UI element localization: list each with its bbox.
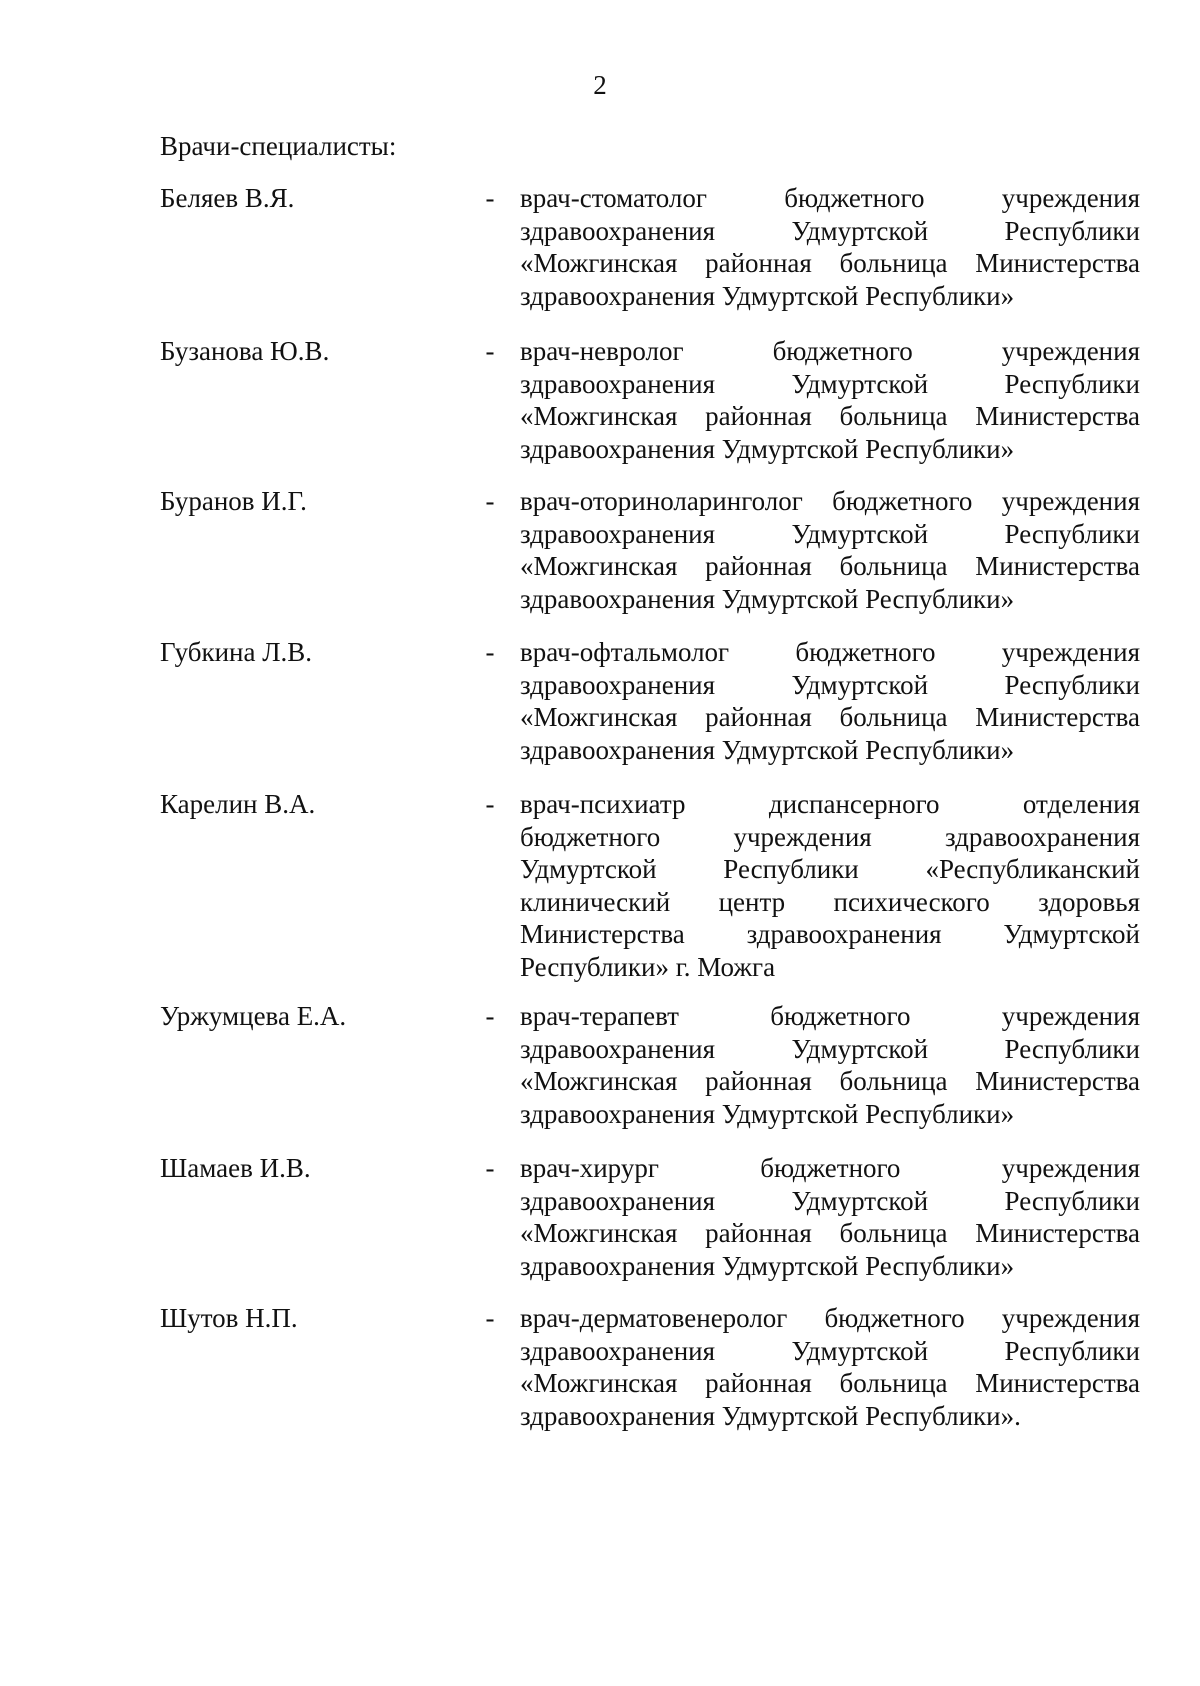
specialist-name: Бузанова Ю.В. [160,336,330,366]
entry-dash: - [485,637,495,667]
description-line: «Можгинская районная больница Министерства [520,702,1140,732]
specialist-entry [160,636,1140,776]
specialist-description [520,485,1140,615]
description-line: здравоохранения Удмуртской Республики [520,1033,1140,1064]
specialist-entry [160,335,1140,475]
entry-dash: - [485,1303,495,1333]
description-line: «Можгинская районная больница Министерства [520,1218,1140,1248]
specialist-entry [160,182,1140,322]
description-line: врач-невролог бюджетного учреждения [520,336,1140,366]
description-line: здравоохранения Удмуртской Республики [520,1185,1140,1216]
description-line: бюджетного учреждения здравоохранения [520,821,1140,852]
specialist-description [520,636,1140,766]
entry-dash: - [485,183,495,213]
description-line: Удмуртской Республики «Республиканский [520,854,1140,884]
description-line: здравоохранения Удмуртской Республики [520,1335,1140,1366]
specialist-description [520,1302,1140,1432]
description-line: здравоохранения Удмуртской Республики». [520,1400,1021,1431]
description-line: врач-стоматолог бюджетного учреждения [520,183,1140,213]
description-line: врач-терапевт бюджетного учреждения [520,1001,1140,1031]
specialist-name: Карелин В.А. [160,789,316,819]
specialist-description [520,1152,1140,1282]
description-line: здравоохранения Удмуртской Республики [520,215,1140,246]
description-line: здравоохранения Удмуртской Республики [520,518,1140,549]
description-line: клинический центр психического здоровья [520,886,1140,917]
specialist-name: Буранов И.Г. [160,486,307,516]
specialist-name: Уржумцева Е.А. [160,1001,347,1031]
description-line: Министерства здравоохранения Удмуртской [520,919,1140,949]
description-line: врач-хирург бюджетного учреждения [520,1153,1140,1183]
description-line: здравоохранения Удмуртской Республики» [520,1098,1015,1129]
description-line: здравоохранения Удмуртской Республики [520,368,1140,399]
specialist-description [520,1000,1140,1130]
description-line: здравоохранения Удмуртской Республики» [520,433,1015,464]
description-line: здравоохранения Удмуртской Республики [520,669,1140,700]
description-line: «Можгинская районная больница Министерства [520,401,1140,431]
description-line: «Можгинская районная больница Министерства [520,248,1140,278]
section-heading: Врачи-специалисты: [160,131,397,161]
description-line: здравоохранения Удмуртской Республики» [520,734,1015,765]
description-line: врач-психиатр диспансерного отделения [520,789,1140,819]
specialist-entry [160,1152,1140,1292]
description-line: «Можгинская районная больница Министерства [520,1066,1140,1096]
entry-dash: - [485,1001,495,1031]
specialist-name: Шутов Н.П. [160,1303,298,1333]
description-line: здравоохранения Удмуртской Республики» [520,280,1015,311]
specialist-entry [160,1302,1140,1442]
specialist-name: Беляев В.Я. [160,183,295,213]
page-number: 2 [593,70,607,100]
specialist-description [520,182,1140,312]
specialist-entry [160,788,1140,988]
entry-dash: - [485,1153,495,1183]
specialist-entry [160,485,1140,625]
description-line: «Можгинская районная больница Министерства [520,1368,1140,1398]
description-line: здравоохранения Удмуртской Республики» [520,583,1015,614]
specialist-name: Губкина Л.В. [160,637,313,667]
entry-dash: - [485,486,495,516]
description-line: врач-дерматовенеролог бюджетного учреждения [520,1303,1140,1333]
specialist-entry [160,1000,1140,1140]
description-line: здравоохранения Удмуртской Республики» [520,1250,1015,1281]
description-line: «Можгинская районная больница Министерства [520,551,1140,581]
specialist-name: Шамаев И.В. [160,1153,311,1183]
specialist-description [520,788,1140,983]
entry-dash: - [485,789,495,819]
description-line: Республики» г. Можга [520,951,776,982]
specialist-description [520,335,1140,465]
description-line: врач-оториноларинголог бюджетного учреждения [520,486,1140,516]
entry-dash: - [485,336,495,366]
description-line: врач-офтальмолог бюджетного учреждения [520,637,1140,667]
